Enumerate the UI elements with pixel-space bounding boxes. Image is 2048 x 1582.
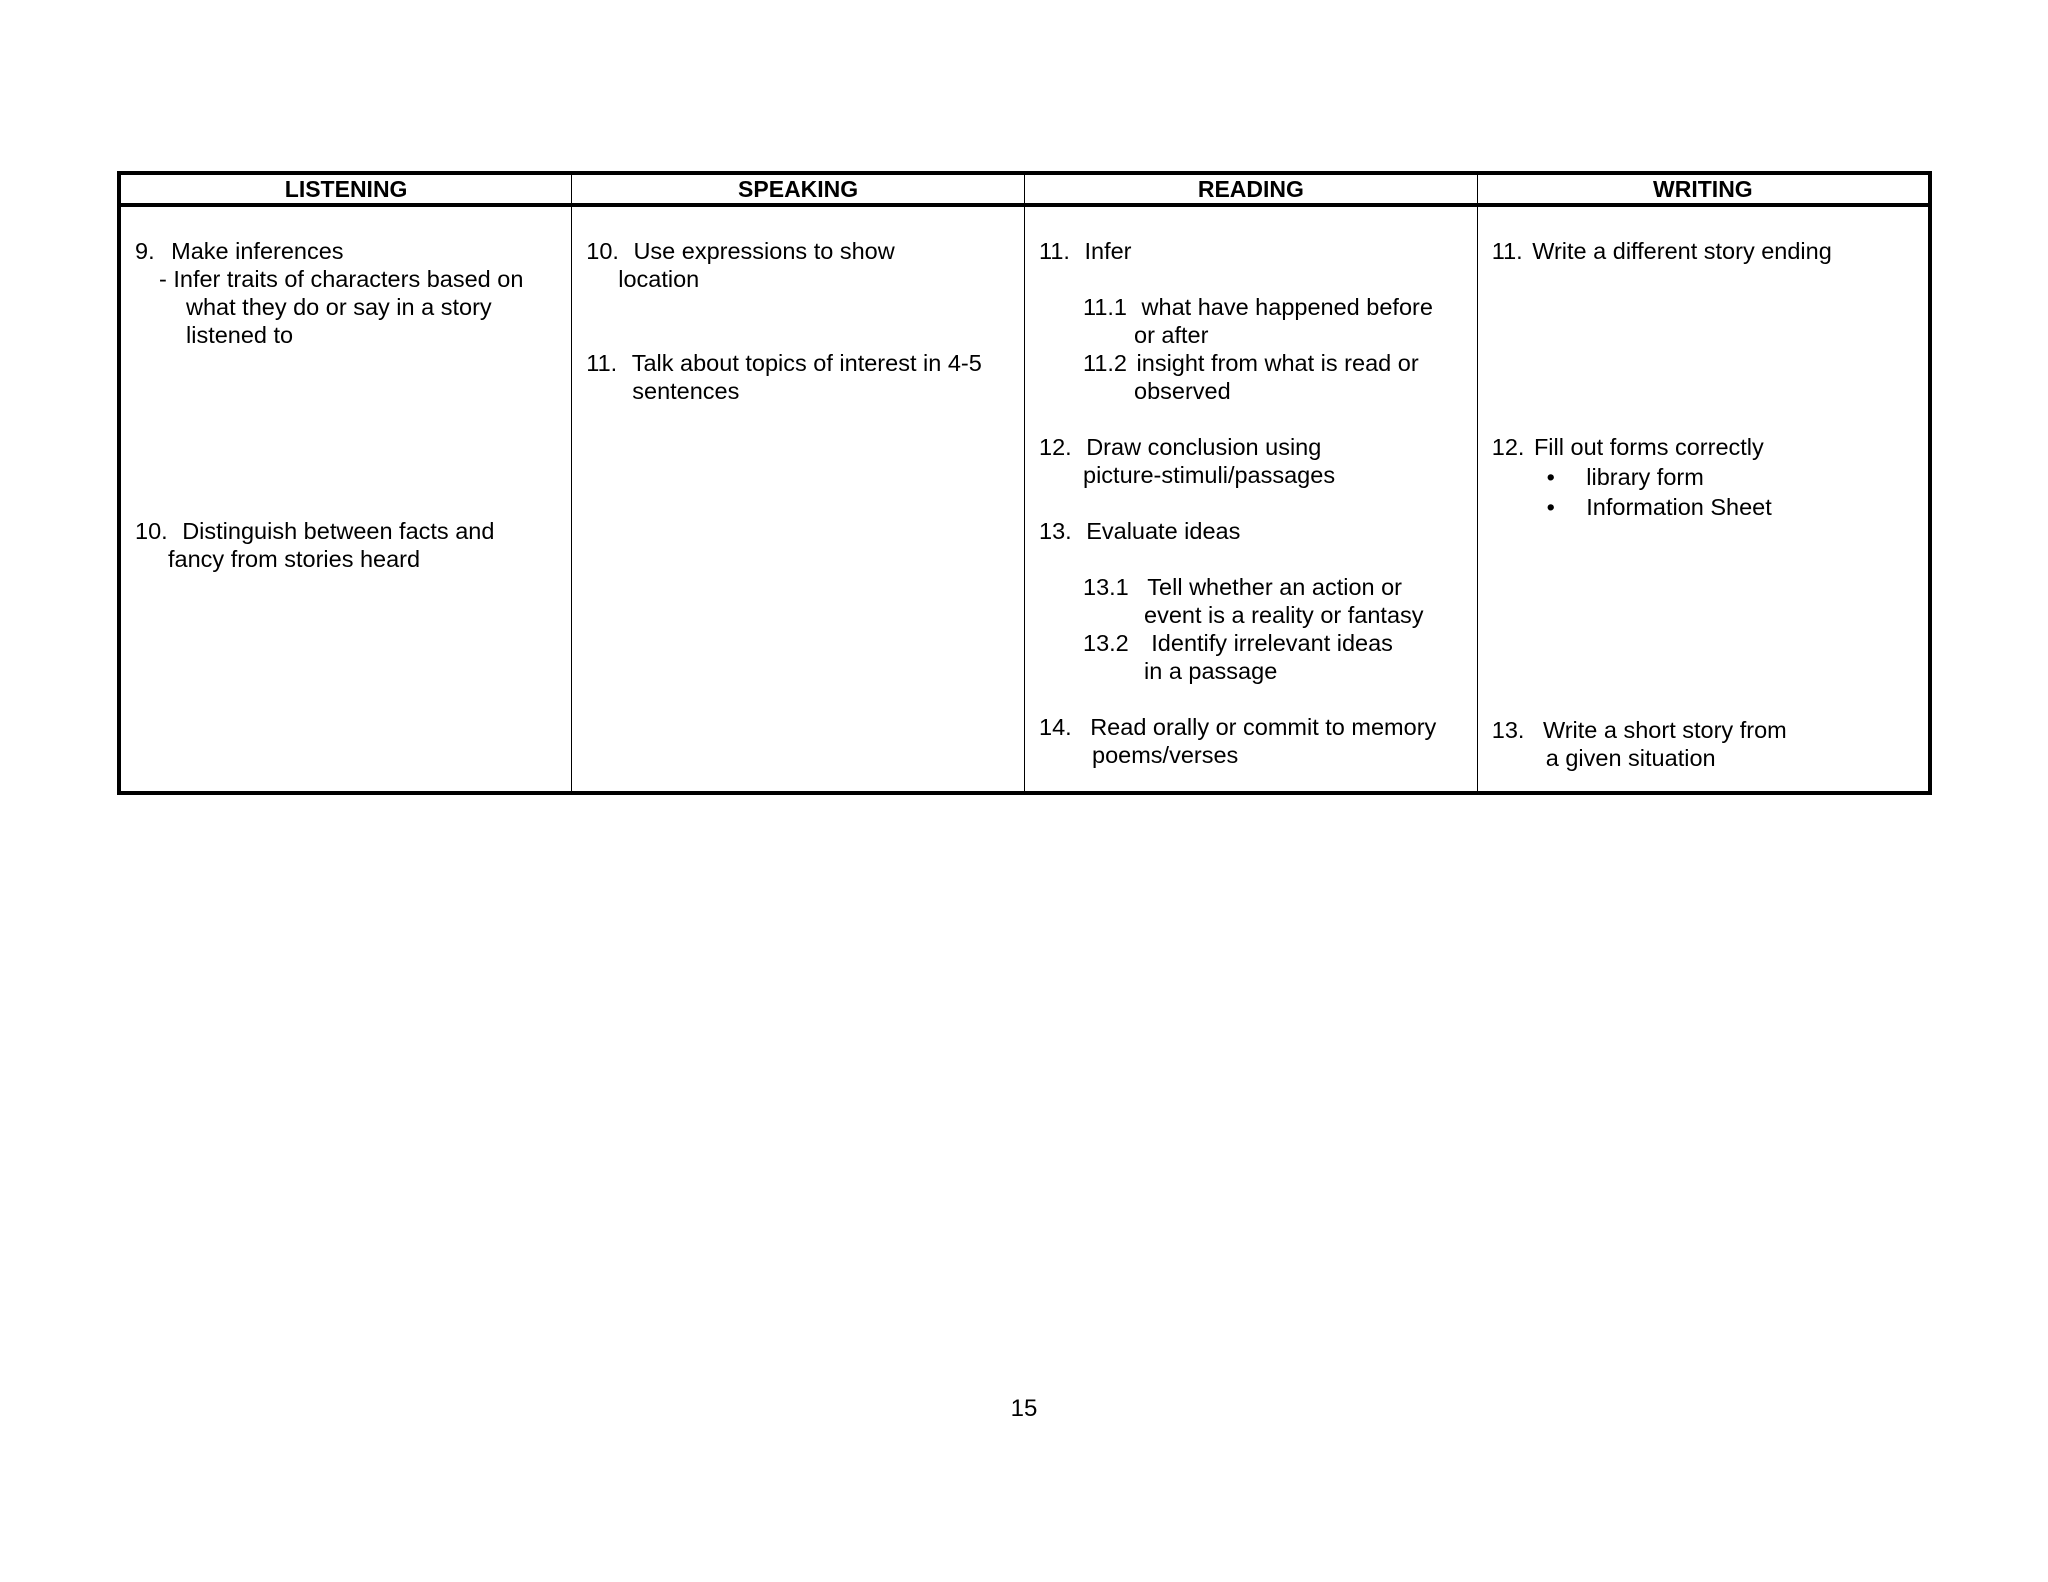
item-number: 13.	[1039, 518, 1072, 544]
item-number: 13.1	[1083, 574, 1129, 600]
sub-line: listened to	[186, 322, 294, 348]
bullet-text: Information Sheet	[1586, 494, 1772, 520]
item-text: Draw conclusion using	[1086, 434, 1322, 460]
reading-item-13	[1039, 517, 1240, 545]
item-text: sentences	[632, 378, 740, 404]
item-number: 13.	[1491, 717, 1525, 743]
item-text: what have happened before	[1141, 294, 1433, 320]
item-text: Write a different story ending	[1532, 238, 1832, 264]
item-text: fancy from stories heard	[168, 546, 421, 572]
listening-item-10	[135, 517, 494, 573]
item-text: poems/verses	[1092, 742, 1239, 768]
listening-cell	[119, 205, 572, 793]
writing-cell	[1477, 205, 1930, 793]
item-number: 10.	[135, 518, 168, 544]
reading-item-11	[1039, 237, 1132, 265]
reading-item-13-1	[1083, 573, 1424, 629]
item-number: 10.	[586, 238, 619, 264]
header-reading: READING	[1025, 173, 1478, 205]
header-speaking: SPEAKING	[572, 173, 1025, 205]
item-text: Evaluate ideas	[1086, 518, 1241, 544]
sub-line: - Infer traits of characters based on	[159, 266, 524, 292]
header-listening: LISTENING	[119, 173, 572, 205]
item-text: Read orally or commit to memory	[1090, 714, 1437, 740]
reading-item-13-2	[1083, 629, 1393, 685]
item-text: a given situation	[1545, 745, 1716, 771]
item-number: 11.	[1039, 238, 1070, 264]
writing-item-13	[1492, 716, 1787, 772]
header-row	[119, 173, 1930, 205]
item-text: Fill out forms correctly	[1533, 434, 1764, 460]
item-text: location	[618, 266, 700, 292]
item-text: or after	[1134, 322, 1209, 348]
item-text: Write a short story from	[1542, 717, 1787, 743]
item-number: 12.	[1491, 434, 1525, 460]
item-text: Make inferences	[171, 238, 344, 264]
item-number: 14.	[1039, 714, 1072, 740]
item-text: picture-stimuli/passages	[1083, 462, 1336, 488]
writing-item-11	[1492, 237, 1832, 265]
reading-cell	[1025, 205, 1478, 793]
reading-item-12	[1039, 433, 1335, 489]
speaking-item-11	[586, 349, 982, 405]
item-text: Talk about topics of interest in 4-5	[631, 350, 982, 376]
speaking-item-10	[586, 237, 894, 293]
item-number: 9.	[135, 238, 155, 264]
sub-line: what they do or say in a story	[186, 294, 492, 320]
writing-item-12	[1492, 433, 1772, 521]
item-text: event is a reality or fantasy	[1144, 602, 1424, 628]
item-text: observed	[1134, 378, 1231, 404]
speaking-cell	[572, 205, 1025, 793]
item-number: 11.2	[1083, 350, 1127, 376]
bullet-item	[1492, 463, 1772, 491]
reading-item-11-2	[1083, 349, 1419, 405]
item-number: 12.	[1039, 434, 1072, 460]
bullet-text: library form	[1586, 464, 1704, 490]
header-writing: WRITING	[1477, 173, 1930, 205]
page-number: 15	[1010, 1395, 1038, 1422]
item-number: 11.1	[1083, 294, 1127, 320]
listening-item-9-sub	[159, 265, 523, 349]
item-text: Infer	[1084, 238, 1132, 264]
item-text: insight from what is read or	[1136, 350, 1419, 376]
item-number: 11.	[1491, 238, 1523, 264]
bullet-item	[1492, 493, 1772, 521]
content-row	[119, 205, 1930, 793]
item-text: Distinguish between facts and	[182, 518, 495, 544]
item-number: 11.	[586, 350, 618, 376]
reading-item-11-1	[1083, 293, 1433, 349]
item-text: in a passage	[1144, 658, 1278, 684]
listening-item-9	[135, 237, 344, 265]
item-text: Identify irrelevant ideas	[1151, 630, 1393, 656]
item-text: Use expressions to show	[633, 238, 895, 264]
reading-item-14	[1039, 713, 1436, 769]
bullet-icon: •	[1546, 494, 1555, 520]
item-number: 13.2	[1083, 630, 1129, 656]
item-text: Tell whether an action or	[1147, 574, 1403, 600]
competency-table	[117, 171, 1932, 795]
bullet-icon: •	[1546, 464, 1555, 490]
